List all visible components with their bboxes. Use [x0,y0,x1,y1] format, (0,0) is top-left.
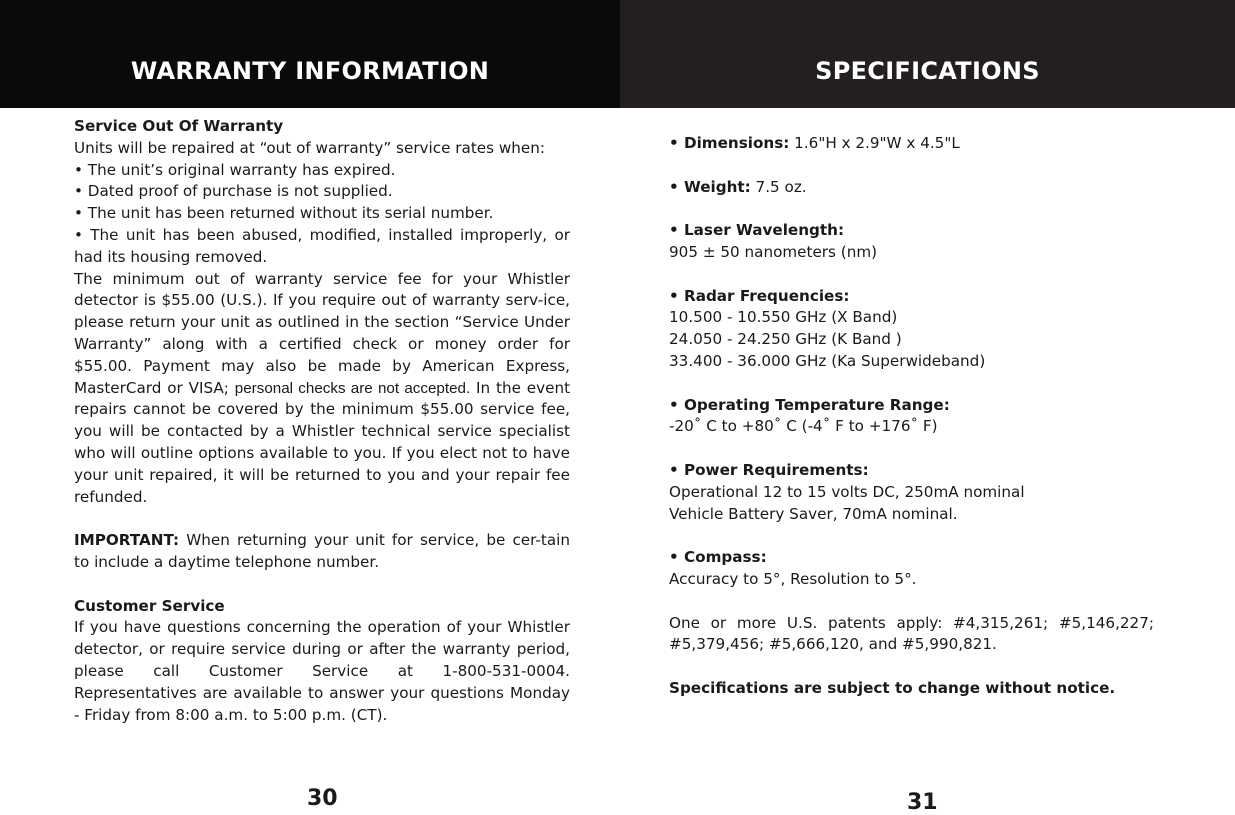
spec-item [669,460,1154,525]
spec-label-line [669,220,1154,242]
personal-checks-note: personal checks are not accepted. [234,379,471,397]
spec-label-line [669,177,1154,199]
spec-item [669,220,1154,264]
specifications-header [620,0,1235,108]
customer-service-paragraph [74,617,570,726]
spec-value-line: Operational 12 to 15 volts DC, 250mA nominal [669,482,1025,501]
spec-label-line [669,133,1154,155]
warranty-bullet: • The unit has been returned without its serial number. [74,204,494,223]
spec-label-line [669,547,1154,569]
spec-item [669,177,1154,199]
spec-value-line: Accuracy to 5°, Resolution to 5°. [669,569,917,588]
important-note [74,530,570,574]
customer-service-phone: 1-800-531-0004. [442,661,570,680]
spec-label: • Laser Wavelength: [669,221,845,240]
page-number: 30 [307,786,338,811]
customer-service-text: If you have questions concerning the operation of your Whistler detector, or require service during or after the warranty period, please call Customer Service at [74,618,570,680]
spec-label: • Radar Frequencies: [669,286,850,305]
warranty-header-title: WARRANTY INFORMATION [130,57,490,85]
spec-value-line: 24.050 - 24.250 GHz (K Band ) [669,330,902,349]
out-of-warranty-fee-paragraph [74,269,570,509]
spec-item [669,133,1154,155]
important-text: When returning your unit for service, be cer-tain to include a daytime telephone number. [74,531,571,571]
spec-list [669,133,1154,591]
spec-label: • Compass: [669,548,767,567]
patents-note: One or more U.S. patents apply: #4,315,261; #5,146,227; #5,379,456; #5,666,120, and #5,990,821. [669,613,1154,654]
fee-text-continued: In the event repairs cannot be covered by the minimum $55.00 service fee, you will be contacted by a Whistler technical service specialist who will outline options available to you. If you elect not to have your unit repaired, it will be returned to you and your repair fee refunded. [74,378,571,506]
change-notice: Specifications are subject to change without notice. [669,678,1116,697]
warranty-bullet: • Dated proof of purchase is not supplied. [74,182,393,201]
customer-service-heading: Customer Service [74,596,225,615]
spec-value-line: Vehicle Battery Saver, 70mA nominal. [669,504,958,523]
spec-value-line: 905 ± 50 nanometers (nm) [669,242,878,261]
specifications-page [620,0,1235,815]
spec-value: 1.6"H x 2.9"W x 4.5"L [789,134,960,152]
spec-value-line: 33.400 - 36.000 GHz (Ka Superwideband) [669,351,986,370]
specifications-content [669,133,1154,700]
specifications-header-title: SPECIFICATIONS [815,57,1040,85]
warranty-header [0,0,620,108]
spec-value: 7.5 oz. [750,177,807,196]
out-of-warranty-heading: Service Out Of Warranty [74,117,284,135]
page-number: 31 [907,790,938,815]
spec-label: • Weight: [669,177,751,196]
spec-label-line [669,395,1154,417]
warranty-bullet: • The unit’s original warranty has expired. [74,160,396,179]
spec-item [669,286,1154,373]
spec-label-line [669,286,1154,308]
spec-value-line: -20˚ C to +80˚ C (-4˚ F to +176˚ F) [669,417,938,436]
spec-label: • Operating Temperature Range: [669,395,950,414]
customer-service-hours: Representatives are available to answer your questions Monday - Friday from 8:00 a.m. to 5:00 p.m. (CT). [74,683,570,724]
warranty-content [74,116,570,726]
spec-label: • Dimensions: [669,134,790,152]
warranty-bullet: • The unit has been abused, modified, installed improperly, or had its housing removed. [74,225,570,266]
spec-label-line [669,460,1154,482]
spec-item [669,395,1154,439]
important-label: IMPORTANT: [74,531,180,550]
spec-item [669,547,1154,591]
out-of-warranty-intro: Units will be repaired at “out of warranty” service rates when: [74,138,546,157]
fee-text: The minimum out of warranty service fee for your Whistler detector is $55.00 (U.S.). If you require out of warranty serv-ice, please return your unit as outlined in the section “Service Under Warranty” along with a certified check or money order for $55.00. Payment may also be made by American Express, MasterCard or VISA; [74,269,570,397]
spec-value-line: 10.500 - 10.550 GHz (X Band) [669,308,898,327]
spec-label: • Power Requirements: [669,460,869,479]
